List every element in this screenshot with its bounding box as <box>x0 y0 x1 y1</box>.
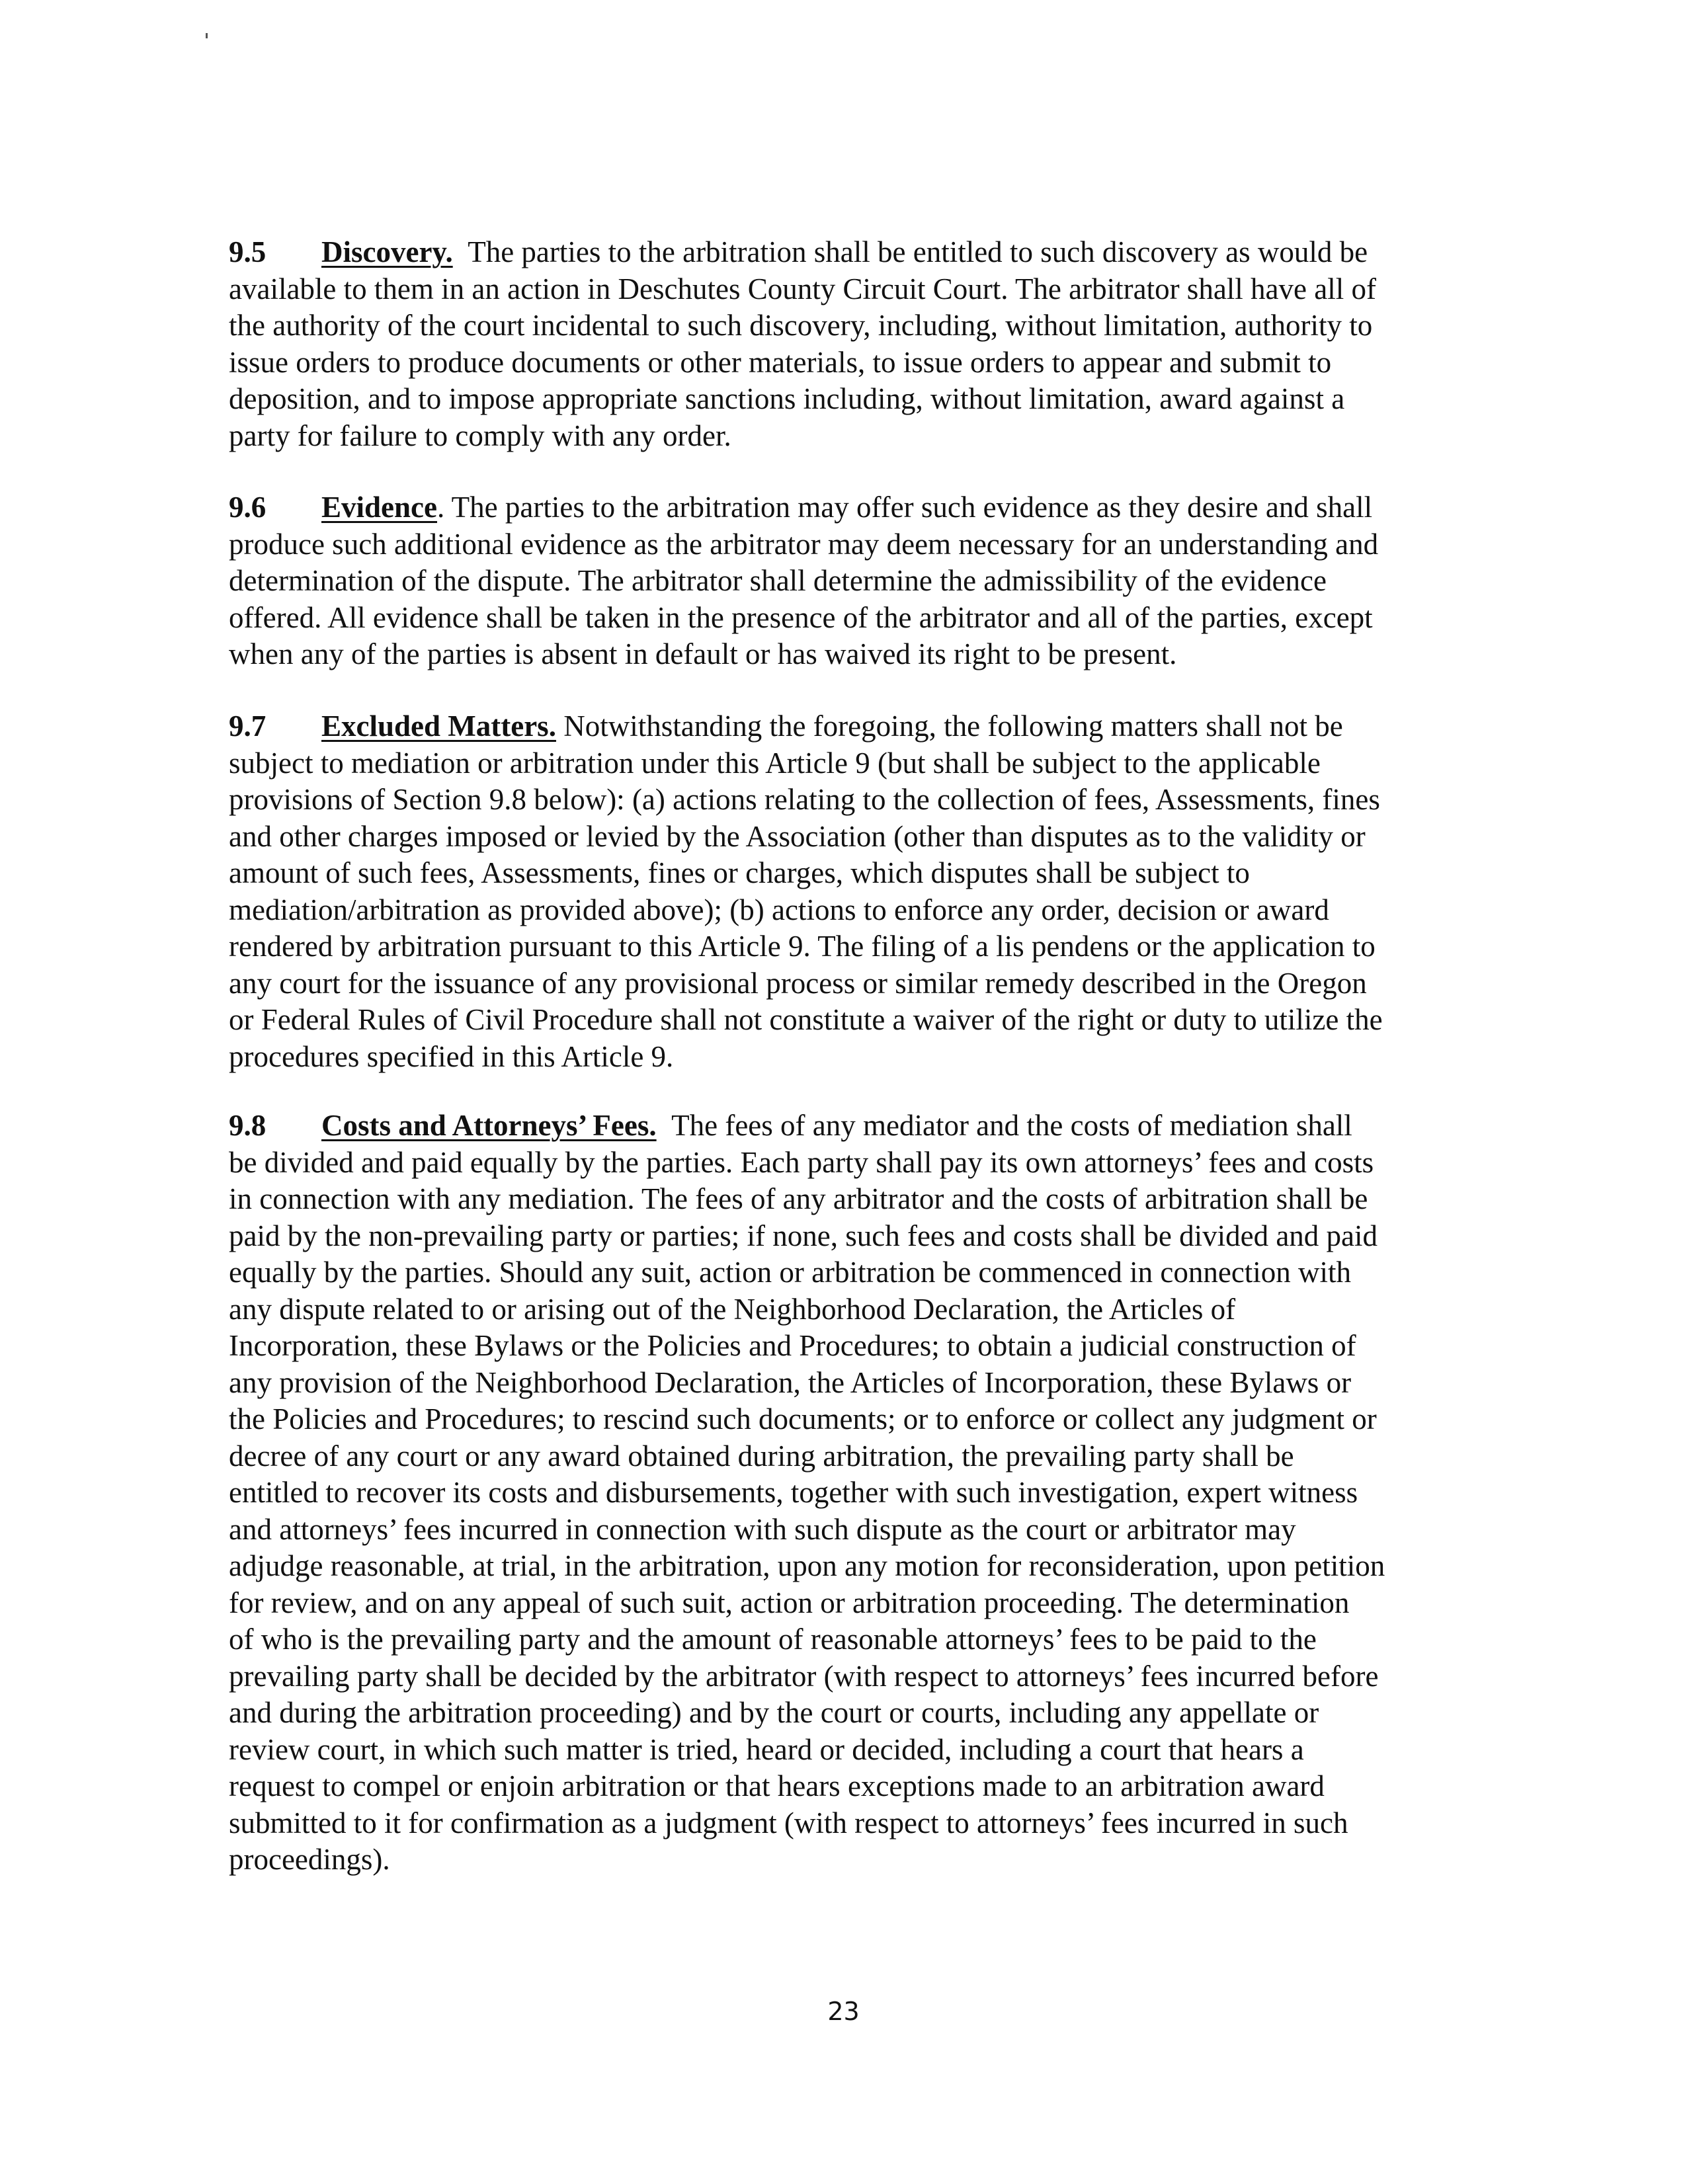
section-text-line: The fees of any mediator and the costs of mediation shall <box>671 1109 1352 1142</box>
section-text-line: Incorporation, these Bylaws or the Policies and Procedures; to obtain a judicial construction of <box>229 1329 1356 1362</box>
section-first-line <box>229 489 1459 526</box>
section-9-7 <box>229 708 1459 1075</box>
section-first-line <box>229 708 1459 745</box>
section-text-line: and during the arbitration proceeding) and by the court or courts, including any appellate or <box>229 1696 1319 1729</box>
section-heading: Evidence <box>321 491 437 524</box>
section-text-line: and attorneys’ fees incurred in connection with such dispute as the court or arbitrator may <box>229 1512 1296 1546</box>
section-text-line: . The parties to the arbitration may offer such evidence as they desire and shall <box>437 491 1373 524</box>
section-text-line: produce such additional evidence as the arbitrator may deem necessary for an understanding and <box>229 527 1379 561</box>
section-text-line: party for failure to comply with any order. <box>229 419 731 452</box>
section-text-line: submitted to it for confirmation as a judgment (with respect to attorneys’ fees incurred in such <box>229 1806 1348 1840</box>
section-heading: Discovery. <box>321 235 453 268</box>
section-text-line: any court for the issuance of any provisional process or similar remedy described in the Oregon <box>229 966 1367 1000</box>
section-text-line: Notwithstanding the foregoing, the following matters shall not be <box>563 709 1343 743</box>
section-text-line: proceedings). <box>229 1843 390 1876</box>
section-text-line: and other charges imposed or levied by the Association (other than disputes as to the validity or <box>229 819 1366 853</box>
section-number: 9.5 <box>229 235 267 268</box>
section-text-line: be divided and paid equally by the parties. Each party shall pay its own attorneys’ fees and costs <box>229 1145 1374 1179</box>
section-text-line: equally by the parties. Should any suit, action or arbitration be commenced in connection with <box>229 1256 1352 1289</box>
section-text-line: determination of the dispute. The arbitrator shall determine the admissibility of the evidence <box>229 564 1327 597</box>
section-text-line: subject to mediation or arbitration under this Article 9 (but shall be subject to the applicable <box>229 746 1321 780</box>
section-text-line: procedures specified in this Article 9. <box>229 1039 674 1073</box>
section-text-line: request to compel or enjoin arbitration or that hears exceptions made to an arbitration award <box>229 1769 1325 1802</box>
section-text-line: in connection with any mediation. The fees of any arbitrator and the costs of arbitration shall be <box>229 1182 1368 1215</box>
section-text-line: rendered by arbitration pursuant to this Article 9. The filing of a lis pendens or the application to <box>229 930 1376 963</box>
section-text-line: review court, in which such matter is tried, heard or decided, including a court that hears a <box>229 1732 1304 1766</box>
section-9-5 <box>229 234 1459 454</box>
section-text-line: entitled to recover its costs and disbursements, together with such investigation, expert witness <box>229 1476 1358 1509</box>
section-text-line: The parties to the arbitration shall be entitled to such discovery as would be <box>468 235 1368 268</box>
section-text-line: adjudge reasonable, at trial, in the arbitration, upon any motion for reconsideration, upon petition <box>229 1549 1385 1582</box>
section-text-line: deposition, and to impose appropriate sanctions including, without limitation, award against a <box>229 382 1345 415</box>
section-text-line: of who is the prevailing party and the amount of reasonable attorneys’ fees to be paid to the <box>229 1623 1317 1656</box>
section-text-line: for review, and on any appeal of such suit, action or arbitration proceeding. The determination <box>229 1586 1350 1619</box>
section-text-line: prevailing party shall be decided by the arbitrator (with respect to attorneys’ fees incurred before <box>229 1659 1379 1693</box>
section-9-8 <box>229 1108 1459 1879</box>
section-text-line: decree of any court or any award obtained during arbitration, the prevailing party shall be <box>229 1439 1294 1473</box>
section-number: 9.8 <box>229 1109 267 1142</box>
scan-mark <box>206 33 208 38</box>
section-heading: Excluded Matters. <box>321 709 556 743</box>
section-first-line <box>229 234 1459 271</box>
section-text-line: provisions of Section 9.8 below): (a) actions relating to the collection of fees, Assessments, fines <box>229 783 1380 816</box>
section-text-line: available to them in an action in Deschutes County Circuit Court. The arbitrator shall have all of <box>229 272 1376 305</box>
section-text-line: mediation/arbitration as provided above); (b) actions to enforce any order, decision or award <box>229 893 1329 926</box>
section-text-line: the authority of the court incidental to such discovery, including, without limitation, authority to <box>229 309 1373 342</box>
section-text-line: any dispute related to or arising out of the Neighborhood Declaration, the Articles of <box>229 1292 1236 1326</box>
section-first-line <box>229 1108 1459 1145</box>
section-text-line: amount of such fees, Assessments, fines or charges, which disputes shall be subject to <box>229 856 1250 889</box>
section-heading: Costs and Attorneys’ Fees. <box>321 1109 657 1142</box>
section-text-line: or Federal Rules of Civil Procedure shall not constitute a waiver of the right or duty to utilize the <box>229 1003 1383 1036</box>
section-number: 9.7 <box>229 709 267 743</box>
section-number: 9.6 <box>229 491 267 524</box>
section-text-line: paid by the non-prevailing party or parties; if none, such fees and costs shall be divided and paid <box>229 1219 1378 1252</box>
section-text-line: issue orders to produce documents or other materials, to issue orders to appear and submit to <box>229 345 1332 379</box>
page-number: 23 <box>827 1997 860 2026</box>
section-text-line: any provision of the Neighborhood Declaration, the Articles of Incorporation, these Bylaws or <box>229 1365 1352 1399</box>
section-text-line: the Policies and Procedures; to rescind such documents; or to enforce or collect any judgment or <box>229 1402 1377 1436</box>
section-text-line: offered. All evidence shall be taken in the presence of the arbitrator and all of the parties, except <box>229 600 1373 634</box>
section-9-6 <box>229 489 1459 673</box>
section-text-line: when any of the parties is absent in default or has waived its right to be present. <box>229 637 1177 670</box>
